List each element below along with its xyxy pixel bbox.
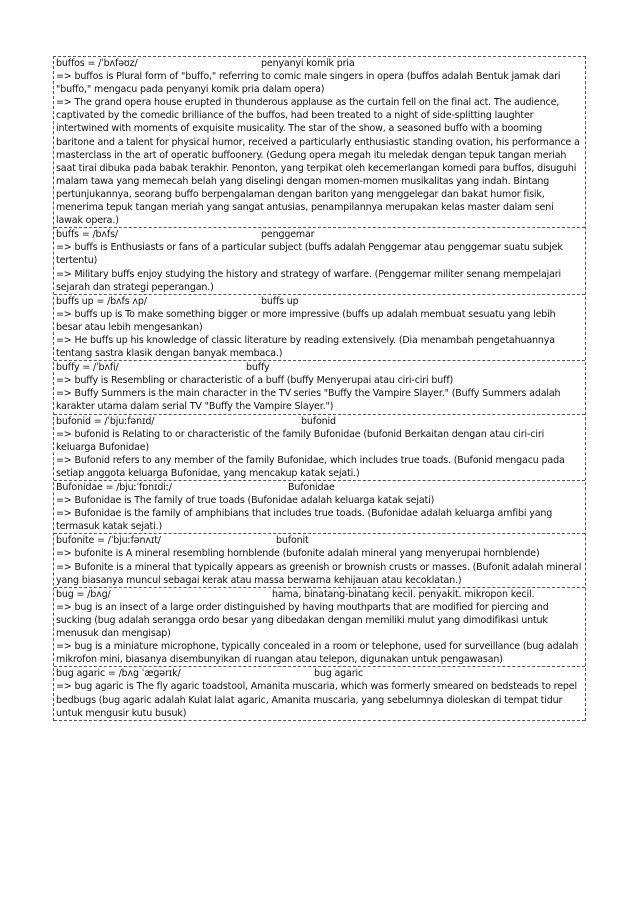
entry-definition: => bug is an insect of a large order distinguished by having mouthparts that are modified for piercing and sucking (bug adalah serangga ordo besar yang dibedakan dengan memiliki mulut yang dimodifikasi untuk menusuk dan mengisap) (56, 601, 549, 640)
dictionary-document (53, 56, 586, 721)
entry-definition: => bug agaric is The fly agaric toadstool, Amanita muscaria, which was formerly smeared on bedsteads to repel bedbugs (bug agaric adalah Kulat lalat agaric, Amanita muscaria, yang sebelumnya dioleskan di tempat tidur untuk mengusir kutu busuk) (56, 681, 577, 719)
dictionary-entry (54, 295, 585, 361)
entry-headword-line (56, 667, 583, 680)
entry-definition: => buffs up is To make something bigger or more impressive (buffs up adalah membuat sesuatu yang lebih besar atau lebih mengesankan) (56, 308, 556, 333)
dictionary-entry (54, 534, 585, 587)
entry-headword-line (56, 481, 583, 494)
entry-translation: penyanyi komik pria (261, 58, 355, 69)
dictionary-entry (54, 415, 585, 481)
entry-definition: => He buffs up his knowledge of classic literature by reading extensively. (Dia menambah pengetahuannya tentang sastra klasik dengan banyak membaca.) (56, 334, 555, 360)
entry-definition: => bufonid is Relating to or characteristic of the family Bufonidae (bufonid Berkaitan dengan atau ciri-ciri keluarga Bufonidae) (56, 428, 545, 453)
entry-headword-line (56, 361, 583, 374)
dictionary-entry (54, 588, 585, 668)
entry-translation: penggemar (261, 229, 315, 241)
entry-definition: => buffos is Plural form of "buffo," referring to comic male singers in opera (buffos adalah Bentuk jamak dari "buffo," mengacu pada penyanyi komik pria dalam opera) (56, 71, 561, 96)
entry-definition: => Buffy Summers is the main character in the TV series "Buffy the Vampire Slayer." (Buffy Summers adalah karakter utama dalam serial TV "Buffy the Vampire Slayer.") (56, 388, 561, 413)
dictionary-entry (54, 667, 585, 720)
entry-headword: bufonid = /ˈbjuːfənɪd/ (56, 415, 155, 427)
entry-headword: buffs up = /bʌfs ʌp/ (56, 295, 147, 307)
entry-headword: buffy = /ˈbʌfi/ (56, 362, 119, 374)
entry-definition: => Bufonidae is The family of true toads (Bufonidae adalah keluarga katak sejati) (56, 495, 435, 507)
entry-definition: => buffy is Resembling or characteristic of a buff (buffy Menyerupai atau ciri-ciri buff) (56, 375, 454, 387)
entry-headword: bufonite = /ˈbjuːfənʌɪt/ (56, 535, 161, 547)
entry-definition: => The grand opera house erupted in thunderous applause as the curtain fell on the final act. The audience, captivated by the comedic brilliance of the buffos, had been treated to a night of side-splitting laughter intertwined with moments of exquisite musicality. The star of the show, a seasoned buffo with a booming baritone and a talent for physical humor, received a particularly enthusiastic standing ovation, his performance a masterclass in the art of operatic buffoonery. (Gedung opera megah itu meledak dengan tepuk tangan meriah saat tirai dibuka pada babak terakhir. Penonton, yang terpikat oleh kecemerlangan komedi para buffos, disuguhi malam tawa yang memecah belah yang diselingi dengan momen-momen musikalitas yang indah. Bintang pertunjukannya, seorang buffo berpengalaman dengan bariton yang menggelegar dan bakat humor fisik, menerima tepuk tangan meriah yang sangat antusias, penampilannya merupakan kelas master dalam seni lawak opera.) (56, 97, 580, 227)
entry-headword-line (56, 57, 583, 70)
entry-headword-line (56, 415, 583, 428)
entry-headword-line (56, 534, 583, 547)
entry-definition: => buffs is Enthusiasts or fans of a particular subject (buffs adalah Penggemar atau penggemar suatu subjek tertentu) (56, 242, 563, 267)
entry-headword: Bufonidae = /bjuːˈfɒnɪdiː/ (56, 482, 172, 493)
entry-translation: buffs up (261, 295, 299, 307)
entry-translation: hama, binatang-binatang kecil. penyakit. mikropon kecil. (272, 588, 535, 600)
entry-definition: => Bufonid refers to any member of the family Bufonidae, which includes true toads. (Bufonid mengacu pada setiap anggota keluarga Bufonidae, yang mencakup katak sejati.) (56, 454, 565, 479)
entry-definition: => bufonite is A mineral resembling hornblende (bufonite adalah mineral yang menyerupai hornblende) (56, 548, 540, 560)
entry-definition: => Bufonidae is the family of amphibians that includes true toads. (Bufonidae adalah keluarga amfibi yang termasuk katak sejati.) (56, 508, 553, 533)
entry-headword: bug agaric = /bʌg ˈæɡərɪk/ (56, 668, 181, 680)
entry-definition: => Military buffs enjoy studying the history and strategy of warfare. (Penggemar militer senang mempelajari sejarah dan strategi peperangan.) (56, 268, 562, 293)
dictionary-entry (54, 228, 585, 294)
entry-translation: bug agaric (314, 668, 364, 680)
entry-headword: bug = /bʌg/ (56, 588, 111, 600)
entry-headword: buffs = /bʌfs/ (56, 229, 118, 241)
entry-translation: bufonit (276, 535, 309, 547)
dictionary-entry (54, 481, 585, 534)
dictionary-entry (54, 57, 585, 228)
entry-definition: => bug is a miniature microphone, typically concealed in a room or telephone, used for surveillance (bug adalah mikrofon mini, biasanya disembunyikan di ruangan atau telepon, digunakan untuk pengawasan) (56, 641, 579, 666)
entry-definition: => Bufonite is a mineral that typically appears as greenish or brownish crusts or masses. (Bufonit adalah mineral yang biasanya muncul sebagai kerak atau massa berwarna kehijauan atau kecoklatan.) (56, 561, 582, 586)
entry-headword-line (56, 228, 583, 241)
entry-headword-line (56, 588, 583, 601)
entry-headword: buffos = /ˈbʌfəʊz/ (56, 58, 138, 69)
entry-headword-line (56, 295, 583, 308)
entry-translation: buffy (246, 362, 270, 374)
entry-translation: bufonid (301, 415, 336, 427)
entry-translation: Bufonidae (288, 482, 335, 493)
dictionary-entry (54, 361, 585, 414)
